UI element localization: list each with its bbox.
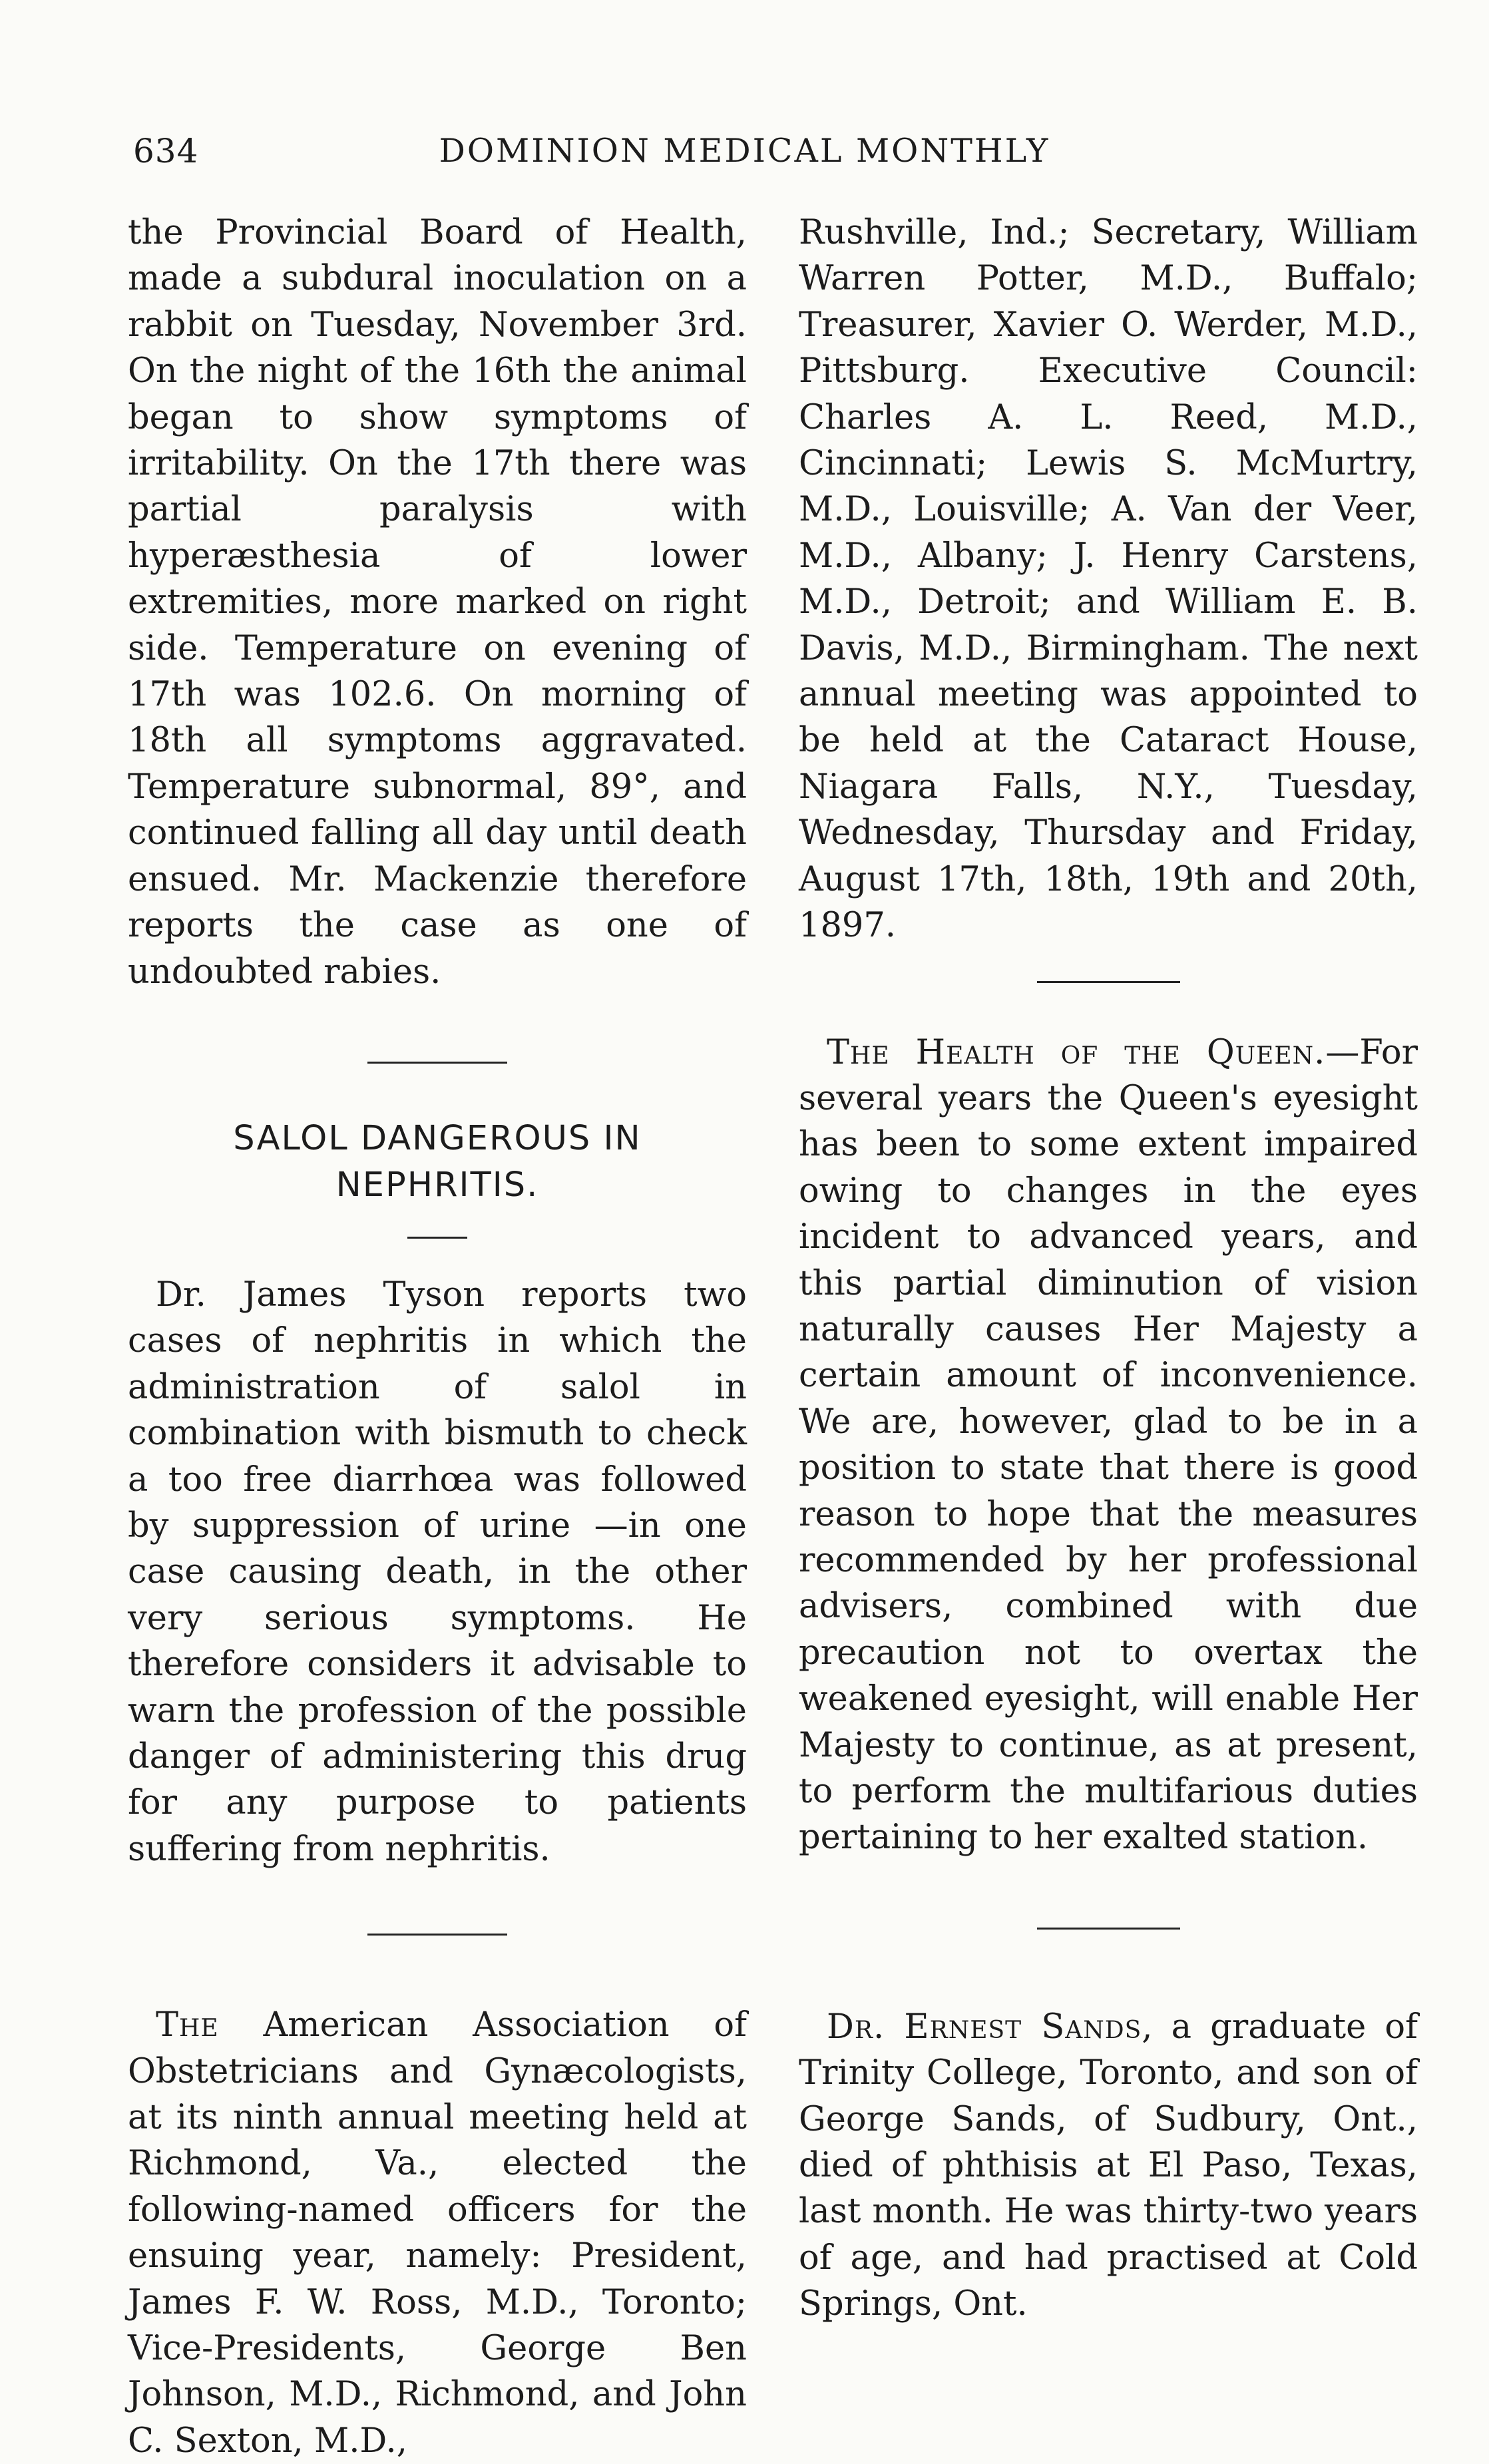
queen-paragraph [799, 1030, 1418, 1861]
association-paragraph [128, 2002, 747, 2464]
association-continuation-paragraph: Rushville, Ind.; Secretary, William Warren Potter, M.D., Buffalo; Treasurer, Xavier O. Werder, M.D., Pittsburg. Executive Council: Charles A. L. Reed, M.D., Cincinnati; Lewis S. McMurtry, M.D., Louisville; A. Van der Veer, M.D., Albany; J. Henry Carstens, M.D., Detroit; and William E. B. Davis, M.D., Birmingham. The next annual meeting was appointed to be held at the Cataract House, Niagara Falls, N.Y., Tuesday, Wednesday, Thursday and Friday, August 17th, 18th, 19th and 20th, 1897. [799, 213, 1418, 946]
salol-heading: SALOL DANGEROUS IN NEPHRITIS. [233, 1118, 642, 1205]
salol-paragraph: Dr. James Tyson reports two cases of nephritis in which the administration of salol in combination with bismuth to check a too free diarrhœa was followed by suppression of urine —in one case causing death, in the other very serious symptoms. He therefore considers it advisable to warn the profession of the possible danger of administering this drug for any purpose to patients suffering from nephritis. [128, 1275, 747, 1869]
page-number: 634 [133, 132, 199, 170]
queen-text: —For several years the Queen's eyesight has been to some extent impaired owing to changes in the eyes incident to advanced years, and this partial diminution of vision naturally causes Her Majesty a certain amount of inconvenience. We are, however, glad to be in a position to state that there is good reason to hope that the measures recommended by her professional advisers, combined with due precaution not to overtax the weakened eyesight, will enable Her Majesty to continue, as at present, to perform the multifarious duties pertaining to her exalted station. [799, 1032, 1418, 1858]
running-title: DOMINION MEDICAL MONTHLY [439, 132, 1050, 170]
heading-divider [407, 1237, 467, 1239]
sands-lead: Dr. Ernest Sands [827, 2007, 1142, 2047]
section-divider [367, 1062, 507, 1064]
left-column [128, 210, 747, 2464]
right-column [799, 210, 1418, 2328]
queen-lead: The Health of the Queen. [827, 1032, 1326, 1072]
association-lead: The [156, 2005, 219, 2045]
association-text: American Association of Obstetricians and Gynæcologists, at its ninth annual meeting held at Richmond, Va., elected the following-named officers for the ensuing year, namely: President, James F. W. Ross, M.D., Toronto; Vice-Presidents, George Ben Johnson, M.D., Richmond, and John C. Sexton, M.D., [128, 2005, 747, 2461]
section-divider [1037, 1928, 1180, 1930]
section-divider [367, 1934, 507, 1936]
sands-text: , a graduate of Trinity College, Toronto, and son of George Sands, of Sudbury, Ont., died of phthisis at El Paso, Texas, last month. He was thirty-two years of age, and had practised at Cold Springs, Ont. [799, 2007, 1418, 2324]
section-divider [1037, 981, 1180, 983]
rabies-continuation-paragraph: the Provincial Board of Health, made a subdural inoculation on a rabbit on Tuesday, November 3rd. On the night of the 16th the animal began to show symptoms of irritability. On the 17th there was partial paralysis with hyperæsthesia of lower extremities, more marked on right side. Temperature on evening of 17th was 102.6. On morning of 18th all symptoms aggravated. Temperature subnormal, 89°, and continued falling all day until death ensued. Mr. Mackenzie therefore reports the case as one of undoubted rabies. [128, 213, 747, 992]
sands-paragraph [799, 2004, 1418, 2328]
page-header [0, 132, 1489, 185]
